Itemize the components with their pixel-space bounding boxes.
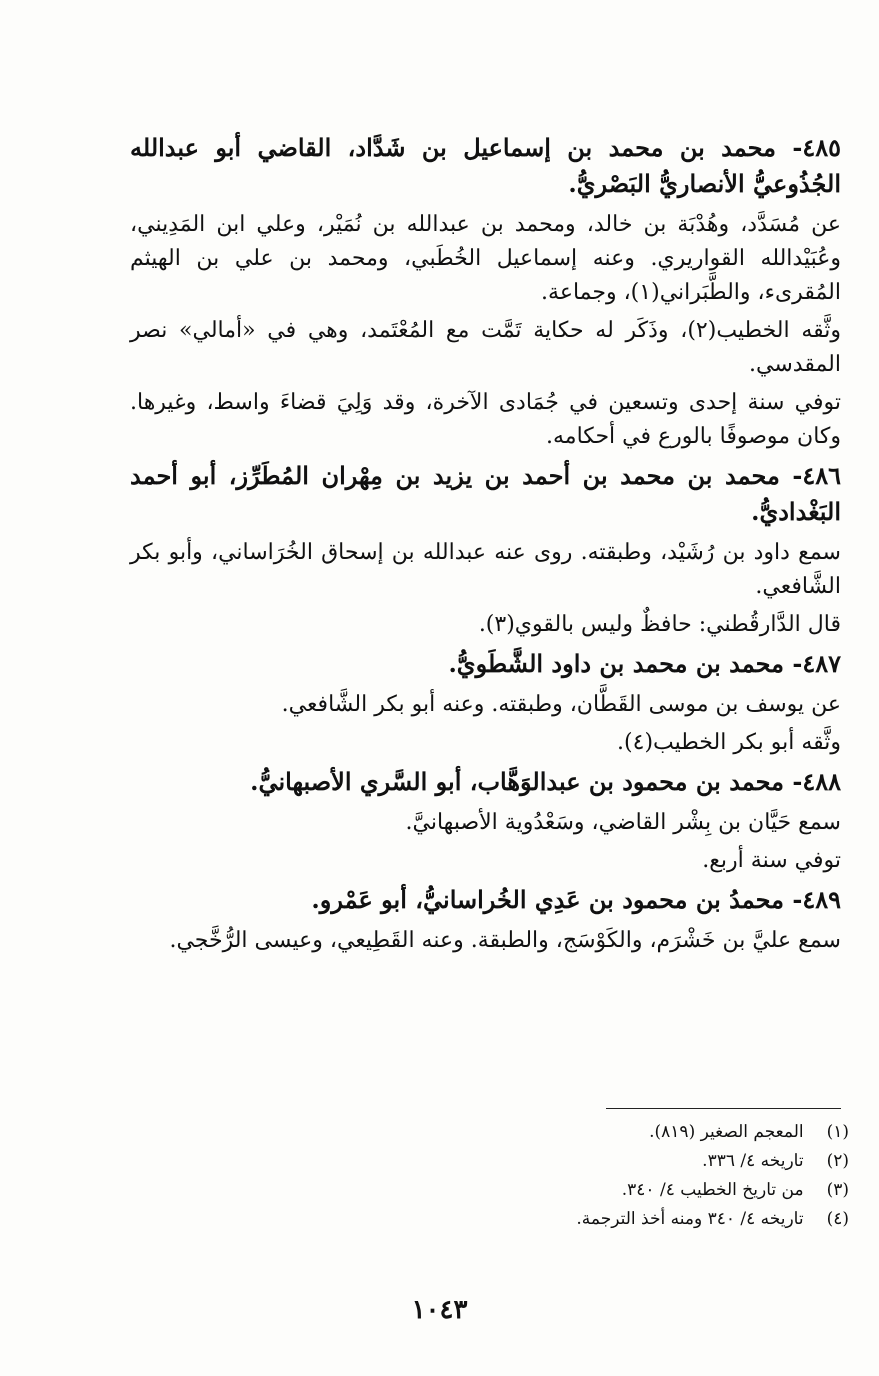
entry-paragraph: سمع عليَّ بن خَشْرَم، والكَوْسَج، والطبقة. وعنه القَطِيعي، وعيسى الرُّخَّجي. [169,928,841,953]
footnote [149,1205,849,1234]
footnotes [149,1118,849,1234]
footnote [149,1118,849,1147]
footnote-number: (٤) [826,1209,849,1229]
entry-paragraph: عن مُسَدَّد، وهُدْبَة بن خالد، ومحمد بن عبدالله بن نُمَيْر، وعلي ابن المَدِيني، وعُبَيْدالله القواريري. وعنه إسماعيل الخُطَبي، ومحمد بن علي بن الهيثم المُقرىء، والطَّبَراني(١)، وجماعة. [130,212,841,305]
page-number: ١٠٤٣ [411,1295,468,1325]
entry-title: ٤٨٥- محمد بن محمد بن إسماعيل بن شَدَّاد، القاضي أبو عبدالله الجُذُوعيُّ الأنصاريُّ البَصْريُّ. [130,133,841,198]
footnote-text: تاريخه ٤/ ٣٤٠ ومنه أخذ الترجمة. [576,1209,804,1229]
footnote-number: (٢) [826,1151,849,1171]
entry-487 [130,646,841,760]
entry-paragraph: قال الدَّارقُطني: حافظٌ وليس بالقوي(٣). [478,612,841,637]
entry-title: ٤٨٩- محمدُ بن محمود بن عَدِي الخُراسانيُّ، أبو عَمْرو. [311,885,841,914]
footnote-number: (١) [826,1122,849,1142]
entry-title: ٤٨٦- محمد بن محمد بن أحمد بن يزيد بن مِهْران المُطَرِّز، أبو أحمد البَغْداديُّ. [130,461,841,526]
footnote-text: من تاريخ الخطيب ٤/ ٣٤٠. [621,1180,804,1200]
footnote-text: تاريخه ٤/ ٣٣٦. [702,1151,804,1171]
entry-paragraph: توفي سنة أربع. [702,848,841,873]
footnote [149,1176,849,1205]
entry-485 [130,130,841,454]
entry-paragraph: وثَّقه أبو بكر الخطيب(٤). [617,730,841,755]
entry-title: ٤٨٨- محمد بن محمود بن عبدالوَهَّاب، أبو السَّري الأصبهانيُّ. [250,767,841,796]
main-text [130,130,841,962]
footnote-number: (٣) [826,1180,849,1200]
footnote [149,1147,849,1176]
entry-486 [130,458,841,642]
entry-paragraph: عن يوسف بن موسى القَطَّان، وطبقته. وعنه أبو بكر الشَّافعي. [281,692,841,717]
entry-paragraph: سمع حَيَّان بن بِشْر القاضي، وسَعْدُوية الأصبهانيَّ. [405,810,841,835]
entry-paragraph: وثَّقه الخطيب(٢)، وذَكَر له حكاية تَمَّت مع المُعْتَمد، وهي في «أمالي» نصر المقدسي. [130,318,841,377]
entry-paragraph: سمع داود بن رُشَيْد، وطبقته. روى عنه عبدالله بن إسحاق الخُرَاساني، وأبو بكر الشَّافعي. [130,540,841,599]
entry-title: ٤٨٧- محمد بن محمد بن داود الشَّطَويُّ. [448,649,841,678]
entry-488 [130,764,841,878]
footnote-text: المعجم الصغير (٨١٩). [649,1122,804,1142]
entry-489 [130,882,841,958]
footnote-divider [606,1108,841,1109]
entry-paragraph: توفي سنة إحدى وتسعين في جُمَادى الآخرة، وقد وَلِيَ قضاءَ واسط، وغيرها. وكان موصوفًا بالورع في أحكامه. [130,390,841,449]
